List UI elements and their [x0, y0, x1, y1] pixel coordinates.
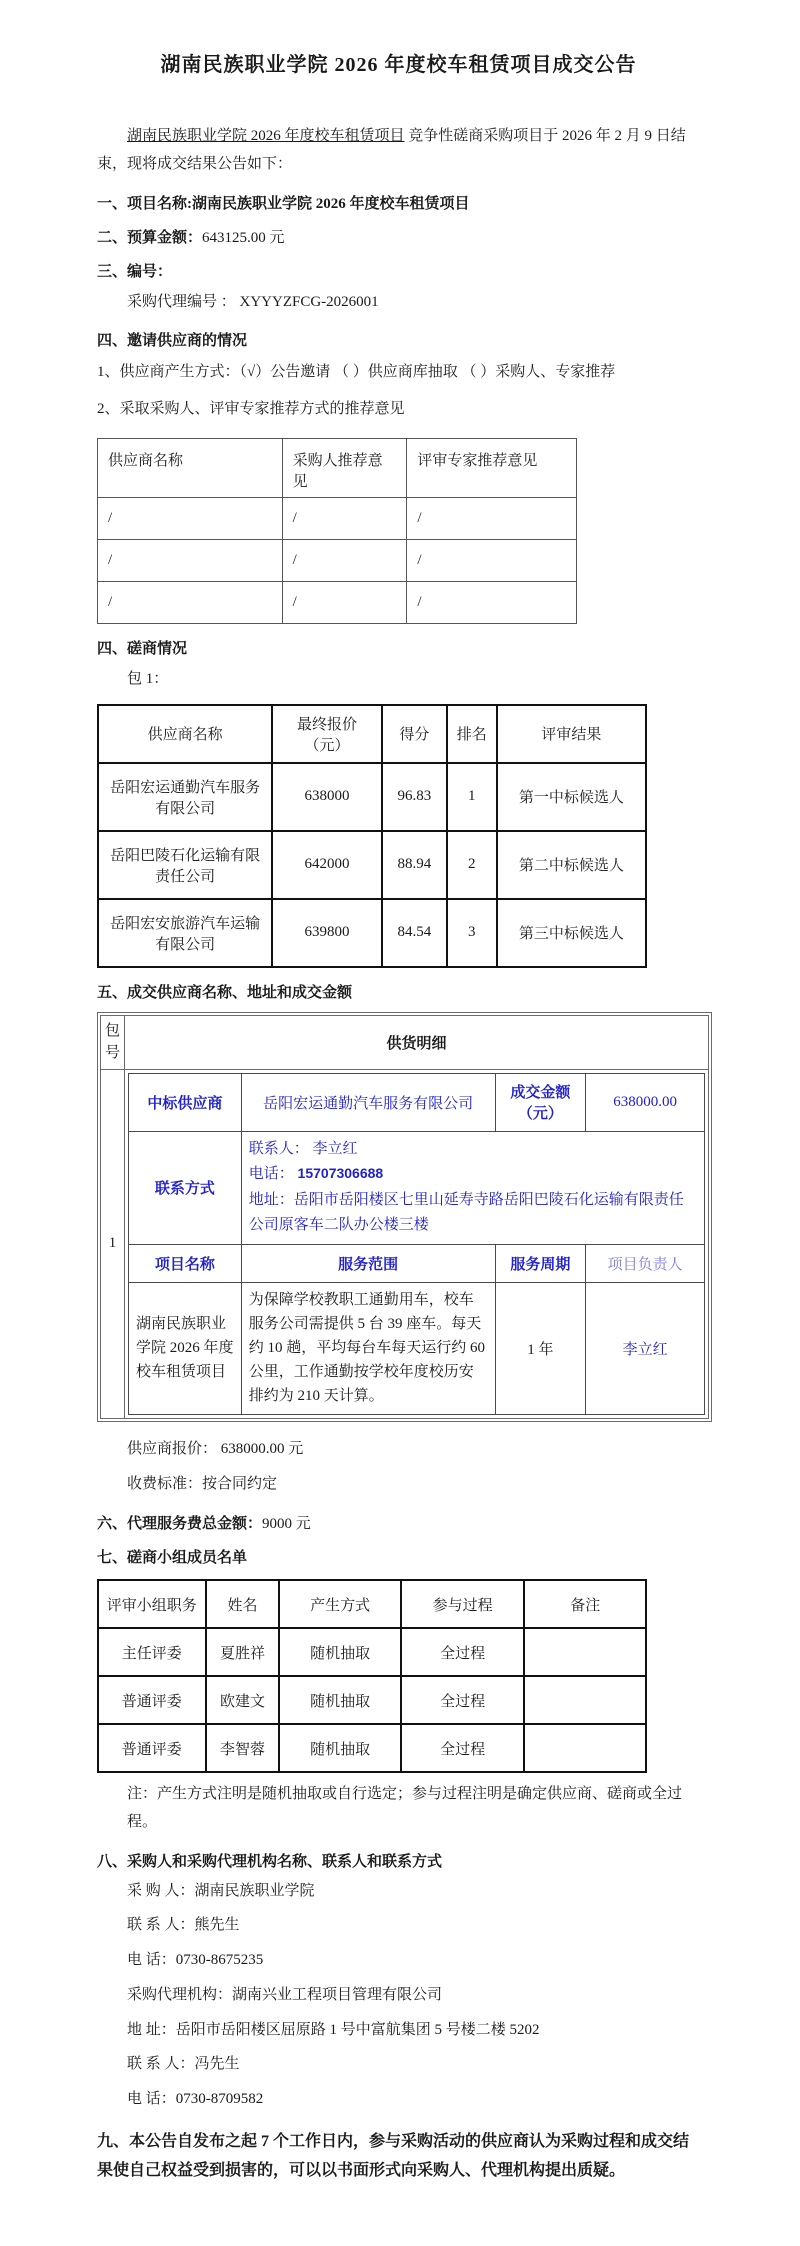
col-header: 评审结果	[497, 705, 646, 763]
fee-standard-line: 收费标准：按合同约定	[127, 1476, 278, 1493]
intro-rest: 竞争性磋商采购项目于 2026 年 2 月 9 日结束，现将成交结果公告如下：	[97, 128, 686, 172]
contact-label: 联系方式	[129, 1131, 242, 1244]
award-detail-body	[125, 1069, 709, 1418]
participation: 全过程	[401, 1676, 525, 1724]
agency-fee-label: 六、代理服务费总金额：	[97, 1516, 263, 1532]
selection-method: 随机抽取	[279, 1724, 401, 1772]
cell: /	[98, 497, 283, 539]
cell: /	[282, 539, 407, 581]
project-name: 湖南民族职业学院 2026 年度校车租赁项目	[129, 1282, 242, 1414]
amount-label: 成交金额（元）	[495, 1073, 586, 1131]
cell: /	[282, 581, 407, 623]
committee-table	[97, 1579, 647, 1773]
page-title: 湖南民族职业学院 2026 年度校车租赁项目成交公告	[160, 54, 637, 76]
remark	[524, 1676, 646, 1724]
amount-value: 638000.00	[586, 1073, 705, 1131]
contact-info	[241, 1131, 704, 1244]
remark	[524, 1724, 646, 1772]
recommendation-table	[97, 438, 577, 624]
remark	[524, 1628, 646, 1676]
section-5-award: 五、成交供应商名称、地址和成交金额	[97, 984, 353, 1001]
table-row	[129, 1073, 705, 1131]
supplier-name: 岳阳巴陵石化运输有限责任公司	[98, 831, 272, 899]
final-price: 638000	[272, 763, 382, 831]
cell: /	[407, 497, 577, 539]
intro-paragraph	[97, 123, 700, 179]
col-header: 排名	[447, 705, 497, 763]
final-price: 639800	[272, 899, 382, 967]
review-result: 第三中标候选人	[497, 899, 646, 967]
purchaser-contact-line: 联 系 人：熊先生	[127, 1917, 240, 1934]
section-9-objection: 九、本公告自发布之起 7 个工作日内，参与采购活动的供应商认为采购过程和成交结果使自己权益受到损害的，可以以书面形式向采购人、代理机构提出质疑。	[97, 2132, 690, 2180]
table-row	[129, 1131, 705, 1244]
agency-contact-line: 联 系 人：冯先生	[127, 2056, 240, 2073]
purchaser-phone-line: 电 话：0730-8675235	[127, 1952, 264, 1968]
contact-list	[97, 1878, 700, 2114]
col-header: 采购人推荐意见	[282, 438, 407, 497]
col-header: 产生方式	[279, 1580, 401, 1628]
table-row	[98, 1580, 646, 1628]
cell: /	[282, 497, 407, 539]
service-period-header: 服务周期	[495, 1244, 586, 1282]
table-row	[129, 1244, 705, 1282]
supplier-name: 岳阳宏安旅游汽车运输有限公司	[98, 899, 272, 967]
supplier-method-line: 1、供应商产生方式：（√）公告邀请 （ ）供应商库抽取 （ ）采购人、专家推荐	[97, 364, 616, 381]
rank: 1	[447, 763, 497, 831]
table-row	[101, 1015, 709, 1069]
agency-fee-value: 9000 元	[262, 1516, 311, 1532]
score: 84.54	[382, 899, 447, 967]
section-1-project-name: 一、项目名称:湖南民族职业学院 2026 年度校车租赁项目	[97, 195, 470, 212]
col-header: 最终报价（元）	[272, 705, 382, 763]
participation: 全过程	[401, 1628, 525, 1676]
col-header: 参与过程	[401, 1580, 525, 1628]
selection-method: 随机抽取	[279, 1676, 401, 1724]
agency-address-line: 地 址：岳阳市岳阳楼区屈原路 1 号中富航集团 5 号楼二楼 5202	[127, 2021, 540, 2038]
final-price: 642000	[272, 831, 382, 899]
budget-value: 643125.00 元	[202, 229, 285, 246]
col-header: 得分	[382, 705, 447, 763]
table-row	[98, 581, 577, 623]
agency-code-line: 采购代理编号 ： XYYYZFCG-2026001	[127, 293, 379, 310]
service-period: 1 年	[495, 1282, 586, 1414]
table-row	[98, 831, 646, 899]
participation: 全过程	[401, 1724, 525, 1772]
budget-label: 二、预算金额：	[97, 229, 203, 246]
col-header: 供应商名称	[98, 705, 272, 763]
review-result: 第一中标候选人	[497, 763, 646, 831]
supplier-name: 岳阳宏运通勤汽车服务有限公司	[98, 763, 272, 831]
table-row	[98, 497, 577, 539]
role: 普通评委	[98, 1676, 206, 1724]
rank: 2	[447, 831, 497, 899]
service-scope-header: 服务范围	[241, 1244, 495, 1282]
rank: 3	[447, 899, 497, 967]
review-result: 第二中标候选人	[497, 831, 646, 899]
section-2-budget	[97, 226, 700, 247]
project-name-header: 项目名称	[129, 1244, 242, 1282]
member-name: 李智蓉	[206, 1724, 280, 1772]
supplier-quote-line: 供应商报价： 638000.00 元	[127, 1440, 304, 1457]
section-8-contacts: 八、采购人和采购代理机构名称、联系人和联系方式	[97, 1853, 443, 1870]
winner-name: 岳阳宏运通勤汽车服务有限公司	[241, 1073, 495, 1131]
bids-table	[97, 704, 647, 968]
recommend-opinion-line: 2、采取采购人、评审专家推荐方式的推荐意见	[97, 401, 405, 417]
section-6-agency-fee	[97, 1512, 700, 1533]
contact-person-line: 联系人： 李立红	[248, 1140, 358, 1157]
cell: /	[407, 581, 577, 623]
table-row	[98, 763, 646, 831]
role: 主任评委	[98, 1628, 206, 1676]
selection-method: 随机抽取	[279, 1628, 401, 1676]
service-scope: 为保障学校教职工通勤用车，校车服务公司需提供 5 台 39 座车。每天约 10 趟，平均每台车每天运行约 60 公里，工作通勤按学校年度校历安排约为 210 天计算。	[241, 1282, 495, 1414]
project-manager-header: 项目负责人	[586, 1244, 705, 1282]
table-row	[98, 1724, 646, 1772]
section-3-number: 三、编号：	[97, 263, 173, 280]
section-4-invited-suppliers: 四、邀请供应商的情况	[97, 333, 248, 350]
supply-detail-header: 供货明细	[125, 1015, 709, 1069]
contact-phone-line: 电话： 15707306688	[248, 1165, 384, 1182]
cell: /	[407, 539, 577, 581]
table-row	[101, 1069, 709, 1418]
project-manager: 李立红	[586, 1282, 705, 1414]
member-name: 夏胜祥	[206, 1628, 280, 1676]
contact-address-line: 地址：岳阳市岳阳楼区七里山延寿寺路岳阳巴陵石化运输有限责任公司原客车二队办公楼三楼	[248, 1191, 684, 1233]
agency-phone-line: 电 话：0730-8709582	[127, 2091, 264, 2107]
section-4b-negotiation: 四、磋商情况	[97, 640, 188, 657]
package-label: 包 1：	[127, 670, 169, 687]
purchaser-line: 采 购 人：湖南民族职业学院	[127, 1882, 315, 1899]
table-row	[98, 899, 646, 967]
member-name: 欧建文	[206, 1676, 280, 1724]
score: 88.94	[382, 831, 447, 899]
package-number: 1	[101, 1069, 125, 1418]
table-row	[98, 1676, 646, 1724]
col-header: 评审专家推荐意见	[407, 438, 577, 497]
committee-note: 注：产生方式注明是随机抽取或自行选定；参与过程注明是确定供应商、磋商或全过程。	[127, 1786, 683, 1830]
cell: /	[98, 539, 283, 581]
role: 普通评委	[98, 1724, 206, 1772]
score: 96.83	[382, 763, 447, 831]
winner-label: 中标供应商	[129, 1073, 242, 1131]
section-7-committee: 七、磋商小组成员名单	[97, 1550, 248, 1566]
package-number-header-cell	[101, 1015, 125, 1069]
table-row	[129, 1282, 705, 1414]
agency-line: 采购代理机构：湖南兴业工程项目管理有限公司	[127, 1986, 443, 2003]
cell: /	[98, 581, 283, 623]
col-header: 姓名	[206, 1580, 280, 1628]
col-header: 供应商名称	[98, 438, 283, 497]
table-row	[98, 1628, 646, 1676]
award-detail-table	[97, 1012, 712, 1422]
package-number-header: 包号	[105, 1022, 121, 1061]
col-header: 评审小组职务	[98, 1580, 206, 1628]
table-row	[98, 438, 577, 497]
table-row	[98, 705, 646, 763]
intro-project-name: 湖南民族职业学院 2026 年度校车租赁项目	[127, 128, 405, 144]
col-header: 备注	[524, 1580, 646, 1628]
table-row	[98, 539, 577, 581]
